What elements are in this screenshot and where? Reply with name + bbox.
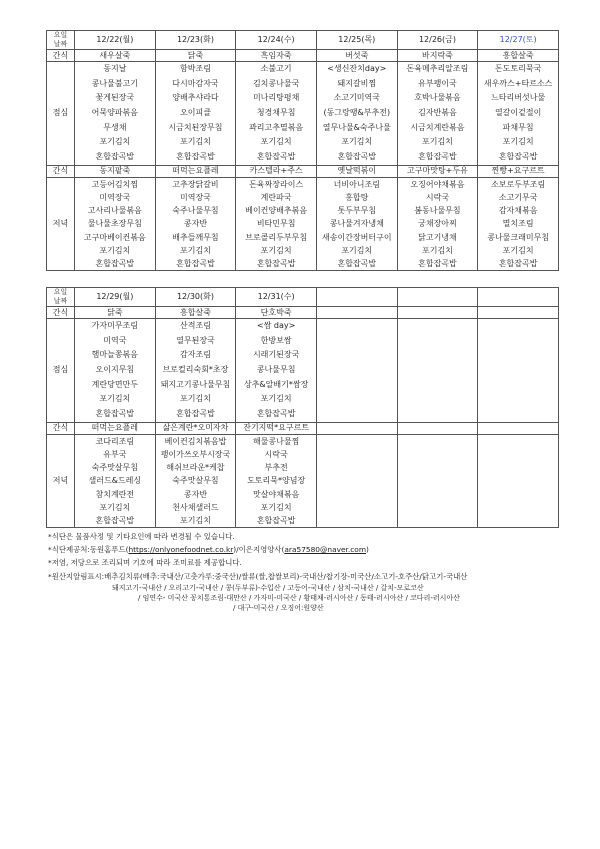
snack-cell: 삶은계란*오미자차 xyxy=(155,422,236,434)
menu-item: 오이지무침 xyxy=(95,365,135,375)
snack-cell xyxy=(316,307,397,319)
snack-cell: 새우살죽 xyxy=(75,50,156,62)
menu-item: 시락국 xyxy=(264,450,288,459)
dinner-cell xyxy=(75,434,156,527)
dinner-cell-empty xyxy=(478,434,559,527)
lunch-cell xyxy=(316,62,397,166)
date-header xyxy=(397,288,478,307)
menu-item: 혼합잡곡밥 xyxy=(176,409,215,419)
note-provider-suffix: ) xyxy=(366,545,369,555)
note-menu-change: *식단은 물품사정 및 기타요인에 따라 변경될 수 있습니다. xyxy=(48,532,235,541)
menu-item: 배추들깨무침 xyxy=(172,232,219,242)
menu-item xyxy=(478,488,558,501)
menu-item: 부추전 xyxy=(264,463,288,473)
date-header: 12/25(목) xyxy=(316,31,397,50)
lunch-cell xyxy=(75,62,156,166)
menu-item xyxy=(478,348,558,363)
menu-item: 포기김치 xyxy=(260,502,292,512)
menu-item xyxy=(398,501,478,514)
menu-item: 포기김치 xyxy=(421,137,453,147)
menu-item: 비타민무침 xyxy=(256,219,296,229)
menu-item: 양배추샤라다 xyxy=(172,93,219,103)
menu-item: 새우까스+타르소스 xyxy=(483,78,553,88)
snack-cell: 흥합살죽 xyxy=(478,50,559,62)
snack-cell: 떠먹는요플레 xyxy=(75,422,156,434)
nutritionist-email-link[interactable]: ara57580@naver.com xyxy=(284,545,367,555)
menu-item xyxy=(478,448,558,461)
week1-menu-table xyxy=(46,30,559,271)
menu-item: 새송이간장버터구이 xyxy=(322,232,392,242)
menu-item: 느타리버섯나물 xyxy=(491,93,546,103)
menu-item xyxy=(398,392,478,407)
snack-cell: 옛날떡볶이 xyxy=(316,165,397,177)
row-label-snack: 간식 xyxy=(47,307,75,319)
date-header: 12/26(금) xyxy=(397,31,478,50)
date-header: 12/29(월) xyxy=(75,288,156,307)
dinner-cell-empty xyxy=(397,434,478,527)
menu-item xyxy=(317,448,397,461)
menu-item: 한방보쌈 xyxy=(260,335,292,345)
snack-cell: 잔기지떡*요구르트 xyxy=(236,422,317,434)
menu-item xyxy=(478,461,558,474)
snack-cell: 동지팥죽 xyxy=(75,165,156,177)
menu-item: 소고기무국 xyxy=(498,193,538,202)
corner-day-label: 요일 xyxy=(53,288,68,296)
menu-item xyxy=(317,461,397,474)
menu-item: 혼합잡곡밥 xyxy=(256,409,296,419)
menu-item: 돼지고기콩나물무침 xyxy=(160,379,231,389)
menu-item: 포기김치 xyxy=(260,137,292,147)
corner-cell xyxy=(47,31,75,50)
row-label-lunch: 점심 xyxy=(47,319,75,423)
menu-item xyxy=(478,363,558,378)
menu-item: 시금치계란볶음 xyxy=(410,122,465,132)
snack-cell xyxy=(478,307,559,319)
menu-item: 돼지갈비찜 xyxy=(337,78,377,88)
lunch-cell xyxy=(478,62,559,166)
menu-item: 물나물초장무침 xyxy=(87,219,142,229)
menu-item xyxy=(398,334,478,349)
menu-item: 샐러드&드레싱 xyxy=(88,476,142,486)
menu-item: 열갈이겉절이 xyxy=(494,108,542,118)
menu-item: 포기김치 xyxy=(502,245,534,255)
row-label-dinner: 저녁 xyxy=(47,434,75,527)
menu-item xyxy=(398,435,478,448)
snack-cell xyxy=(397,307,478,319)
row-label-snack: 간식 xyxy=(47,50,75,62)
menu-item: 베이컨양배추볶음 xyxy=(245,206,308,216)
menu-item: 소불고기 xyxy=(260,64,292,73)
menu-item xyxy=(317,363,397,378)
menu-item: 산적조림 xyxy=(180,321,211,330)
lunch-cell xyxy=(155,319,236,423)
menu-item: 햄마늘쫑볶음 xyxy=(91,350,139,360)
menu-item: 포기김치 xyxy=(341,137,373,147)
menu-item: 시래기된장국 xyxy=(252,350,300,360)
dinner-cell xyxy=(397,177,478,270)
lunch-cell xyxy=(397,62,478,166)
corner-date-label: 날짜 xyxy=(53,297,68,305)
menu-item: 가자미무조림 xyxy=(91,321,139,330)
row-label-snack: 간식 xyxy=(47,165,75,177)
menu-item xyxy=(398,319,478,334)
menu-item: 어묵양파볶음 xyxy=(91,108,139,118)
menu-item xyxy=(317,435,397,448)
menu-item: 혼합잡곡밥 xyxy=(498,152,538,162)
dinner-cell-empty xyxy=(316,434,397,527)
menu-item: 김치콩나물국 xyxy=(252,78,300,88)
menu-item xyxy=(478,514,558,527)
menu-item: 팽이가쓰오부시장국 xyxy=(160,450,231,459)
menu-item: 유부국 xyxy=(103,450,127,459)
menu-item: 혼합잡곡밥 xyxy=(337,258,377,268)
menu-item xyxy=(398,514,478,527)
note-origin-line3: / 임연수- 미국산 꽁치통조림-대만산 / 가자미-미국산 / 황태채-러시아산 / 동태-러시아산 / 코다리-러시아산 xyxy=(138,593,460,602)
menu-item: 돈육짜장라이스 xyxy=(249,179,304,189)
date-header-saturday: 12/27(토) xyxy=(478,31,559,50)
menu-item: 계란당면만두 xyxy=(91,379,139,389)
menu-item: 청경채무침 xyxy=(256,108,296,118)
menu-item: 혼합잡곡밥 xyxy=(337,152,377,162)
menu-item: 포기김치 xyxy=(99,502,131,512)
notes-section xyxy=(48,530,467,613)
menu-item xyxy=(398,474,478,487)
date-header: 12/22(월) xyxy=(75,31,156,50)
menu-item: 꽈리고추멸볶음 xyxy=(249,122,304,132)
menu-item: 브로컬리숙회*초장 xyxy=(162,365,229,375)
note-provider-prefix: *식단제공처:동원홈푸드( xyxy=(48,545,129,555)
menu-item: 포기김치 xyxy=(341,245,373,255)
corner-date-label: 날짜 xyxy=(53,40,68,48)
menu-item: 혼합잡곡밥 xyxy=(498,258,538,268)
menu-item: 유부팽이국 xyxy=(418,78,457,88)
menu-item: 포기김치 xyxy=(260,245,292,255)
menu-item: 참치계란전 xyxy=(95,489,135,499)
menu-item: 혼합잡곡밥 xyxy=(95,258,135,268)
snack-cell: 흥합살죽 xyxy=(155,307,236,319)
menu-item: 포기김치 xyxy=(180,245,211,255)
menu-item: 포기김치 xyxy=(180,515,211,525)
menu-item: 콩자반 xyxy=(183,219,208,229)
lunch-cell xyxy=(155,62,236,166)
menu-item xyxy=(478,474,558,487)
corner-cell xyxy=(47,288,75,307)
lunch-cell xyxy=(236,319,317,423)
menu-item: 혼합잡곡밥 xyxy=(95,515,135,525)
menu-item: 포기김치 xyxy=(99,394,131,404)
menu-item: 혼합잡곡밥 xyxy=(176,152,215,162)
snack-cell xyxy=(397,422,478,434)
menu-item: 포기김치 xyxy=(99,245,131,255)
menu-item: 궁채장아찌 xyxy=(418,219,457,229)
menu-item: 오이피클 xyxy=(180,108,211,118)
menu-item: 고사리나물볶음 xyxy=(87,206,142,216)
menu-item: 포기김치 xyxy=(99,137,131,147)
menu-item: 톳두부무침 xyxy=(337,206,377,216)
menu-item: 콩나물겨자냉채 xyxy=(329,219,384,229)
menu-item: 호박나물볶음 xyxy=(414,93,461,103)
menu-item: 베이컨김치볶음밥 xyxy=(164,436,227,446)
note-provider-mid: )/이은지영양사( xyxy=(233,545,285,555)
lunch-cell xyxy=(75,319,156,423)
menu-item xyxy=(317,488,397,501)
note-provider xyxy=(48,543,467,556)
menu-item: 홍합탕 xyxy=(345,193,369,202)
note-origin: *원산지알림표시:배추김치류(배추:국내산/고춧가루:중국산)/쌀류(쌀,찹쌀보리)-국내산/찹기장-미국산/소고기-호주산/닭고기-국내산 xyxy=(48,571,468,581)
snack-cell: 닭죽 xyxy=(155,50,236,62)
snack-cell: 닭죽 xyxy=(75,307,156,319)
note-origin-line4: / 대구-미국산 / 오징어:원양산 xyxy=(233,603,324,612)
menu-item xyxy=(478,334,558,349)
date-header: 12/24(수) xyxy=(236,31,317,50)
menu-item: 포기김치 xyxy=(260,394,292,404)
snack-cell: 흑임자죽 xyxy=(236,50,317,62)
menu-item: 멸치조림 xyxy=(502,219,534,229)
menu-item xyxy=(317,319,397,334)
menu-item xyxy=(478,407,558,422)
menu-item: 다시마감자국 xyxy=(172,78,219,88)
menu-item: 무생채 xyxy=(103,122,127,132)
menu-item xyxy=(398,348,478,363)
menu-item: 시금치된장무침 xyxy=(168,122,223,132)
menu-item xyxy=(478,319,558,334)
menu-item: 포기김치 xyxy=(180,137,211,147)
menu-item: 숙주맛살무침 xyxy=(91,463,139,473)
menu-item: 포기김치 xyxy=(421,245,453,255)
menu-item: 혼합잡곡밥 xyxy=(176,258,215,268)
menu-item: 봄동나물무침 xyxy=(414,206,461,216)
date-header: 12/30(화) xyxy=(155,288,236,307)
menu-item: 도토리묵*양념장 xyxy=(247,476,306,486)
menu-item xyxy=(317,474,397,487)
menu-item xyxy=(398,363,478,378)
menu-item: 열무나물&숙주나물 xyxy=(322,122,391,132)
menu-item xyxy=(317,392,397,407)
date-header xyxy=(316,288,397,307)
menu-item xyxy=(317,348,397,363)
menu-item: 콩자반 xyxy=(183,489,208,499)
menu-item: 돈도토리묵국 xyxy=(494,64,542,73)
menu-item: 소고기미역국 xyxy=(333,93,380,103)
snack-cell: 버섯죽 xyxy=(316,50,397,62)
row-label-lunch: 점심 xyxy=(47,62,75,166)
corner-day-label: 요일 xyxy=(53,31,68,39)
dinner-cell xyxy=(316,177,397,270)
menu-item: 혼합잡곡밥 xyxy=(95,152,135,162)
menu-item: 콩나물무침 xyxy=(256,365,296,375)
menu-item: 상추&알배기*쌈장 xyxy=(243,379,309,389)
menu-item: 해쉬브라운*케찹 xyxy=(166,463,225,473)
lunch-cell-empty xyxy=(478,319,559,423)
menu-item: 미역장국 xyxy=(99,193,131,202)
menu-item: 혼합잡곡밥 xyxy=(256,258,296,268)
row-label-dinner: 저녁 xyxy=(47,177,75,270)
menu-item: 혼합잡곡밥 xyxy=(418,152,457,162)
dinner-cell xyxy=(75,177,156,270)
note-origin-line2: 돼지고기-국내산 / 오리고기-국내산 / 콩(두부류)-수입산 / 고등어-국내산 / 삼치-국내산 / 갈치-모로코산 xyxy=(112,583,424,592)
menu-item: 혼합잡곡밥 xyxy=(418,258,457,268)
dinner-cell xyxy=(236,177,317,270)
menu-item: 동지날 xyxy=(103,64,127,73)
menu-item: 천사채샐러드 xyxy=(172,502,219,512)
snack-cell: 떠먹는요플레 xyxy=(155,165,236,177)
menu-item: 김자반볶음 xyxy=(418,108,457,118)
menu-item: 미나리탕평채 xyxy=(252,93,300,103)
date-header xyxy=(478,288,559,307)
menu-item xyxy=(317,334,397,349)
menu-item: 함박조림 xyxy=(180,64,211,73)
dinner-cell xyxy=(236,434,317,527)
menu-item: 혼합잡곡밥 xyxy=(256,152,296,162)
menu-item xyxy=(398,461,478,474)
menu-item: 너비아니조림 xyxy=(333,179,380,189)
week2-menu-table xyxy=(46,287,559,528)
menu-item: <쌈 day> xyxy=(256,321,296,330)
menu-item xyxy=(317,378,397,393)
menu-item: 콩나물불고기 xyxy=(91,78,139,88)
snack-cell xyxy=(478,422,559,434)
date-header: 12/23(화) xyxy=(155,31,236,50)
menu-item: 시락국 xyxy=(425,193,450,202)
menu-item xyxy=(478,378,558,393)
menu-item xyxy=(398,407,478,422)
menu-item: 포기김치 xyxy=(180,394,211,404)
menu-item: 감자채볶음 xyxy=(498,206,538,216)
dinner-cell xyxy=(155,177,236,270)
menu-item: (동그랑땡&부추전) xyxy=(323,108,391,118)
date-header: 12/31(수) xyxy=(236,288,317,307)
menu-item: 고구마베이컨볶음 xyxy=(83,232,146,242)
dinner-cell xyxy=(155,434,236,527)
snack-cell: 찐빵+요구르트 xyxy=(478,165,559,177)
menu-item: 파채무침 xyxy=(502,122,534,132)
menu-item: 꽃게된장국 xyxy=(95,93,135,103)
menu-item xyxy=(317,407,397,422)
row-label-snack: 간식 xyxy=(47,422,75,434)
menu-item: 열무된장국 xyxy=(176,335,215,345)
menu-item: 숙주나물무침 xyxy=(172,206,219,216)
lunch-cell-empty xyxy=(316,319,397,423)
menu-item: 닭고기냉채 xyxy=(418,232,457,242)
snack-cell xyxy=(316,422,397,434)
menu-item: 콩나물크래미무침 xyxy=(487,232,550,242)
menu-item: 미역국 xyxy=(103,335,127,345)
menu-item xyxy=(478,501,558,514)
lunch-cell-empty xyxy=(397,319,478,423)
snack-cell: 단호박죽 xyxy=(236,307,317,319)
provider-website-link[interactable]: https://onlyonefoodnet.co.kr xyxy=(128,545,234,555)
menu-item xyxy=(478,435,558,448)
menu-item: 고추장닭갈비 xyxy=(172,179,219,189)
note-low-salt: *저염, 저당으로 조리되며 기호에 따라 조미료를 제공합니다. xyxy=(48,558,242,568)
menu-item: 숙주맛살무침 xyxy=(172,476,219,486)
dinner-cell xyxy=(478,177,559,270)
lunch-cell xyxy=(236,62,317,166)
menu-item: <생신잔치day> xyxy=(327,64,387,73)
menu-item: 미역장국 xyxy=(180,193,211,202)
menu-item: 돈육메추리알조림 xyxy=(406,64,469,73)
menu-item: 포기김치 xyxy=(502,137,534,147)
menu-item: 혼합잡곡밥 xyxy=(256,515,296,525)
menu-item xyxy=(317,514,397,527)
menu-item: 맛살야채볶음 xyxy=(252,489,300,499)
menu-item: 브로콜리두부무침 xyxy=(245,232,308,242)
menu-item: 감자조림 xyxy=(180,350,211,360)
menu-item xyxy=(317,501,397,514)
menu-item: 혼합잡곡밥 xyxy=(95,409,135,419)
menu-item: 소보로두부조림 xyxy=(491,179,546,189)
menu-item xyxy=(398,488,478,501)
menu-item: 고등어김치찜 xyxy=(91,179,139,189)
menu-item xyxy=(478,392,558,407)
menu-item: 계란파국 xyxy=(260,193,292,202)
snack-cell: 고구마맛탕+두유 xyxy=(397,165,478,177)
menu-item: 코다리조림 xyxy=(95,436,135,446)
snack-cell: 바지락죽 xyxy=(397,50,478,62)
menu-item: 해물콩나물찜 xyxy=(252,436,300,446)
menu-item: 오징어야채볶음 xyxy=(410,179,465,189)
menu-item xyxy=(398,448,478,461)
menu-item xyxy=(398,378,478,393)
snack-cell: 카스텔라+주스 xyxy=(236,165,317,177)
